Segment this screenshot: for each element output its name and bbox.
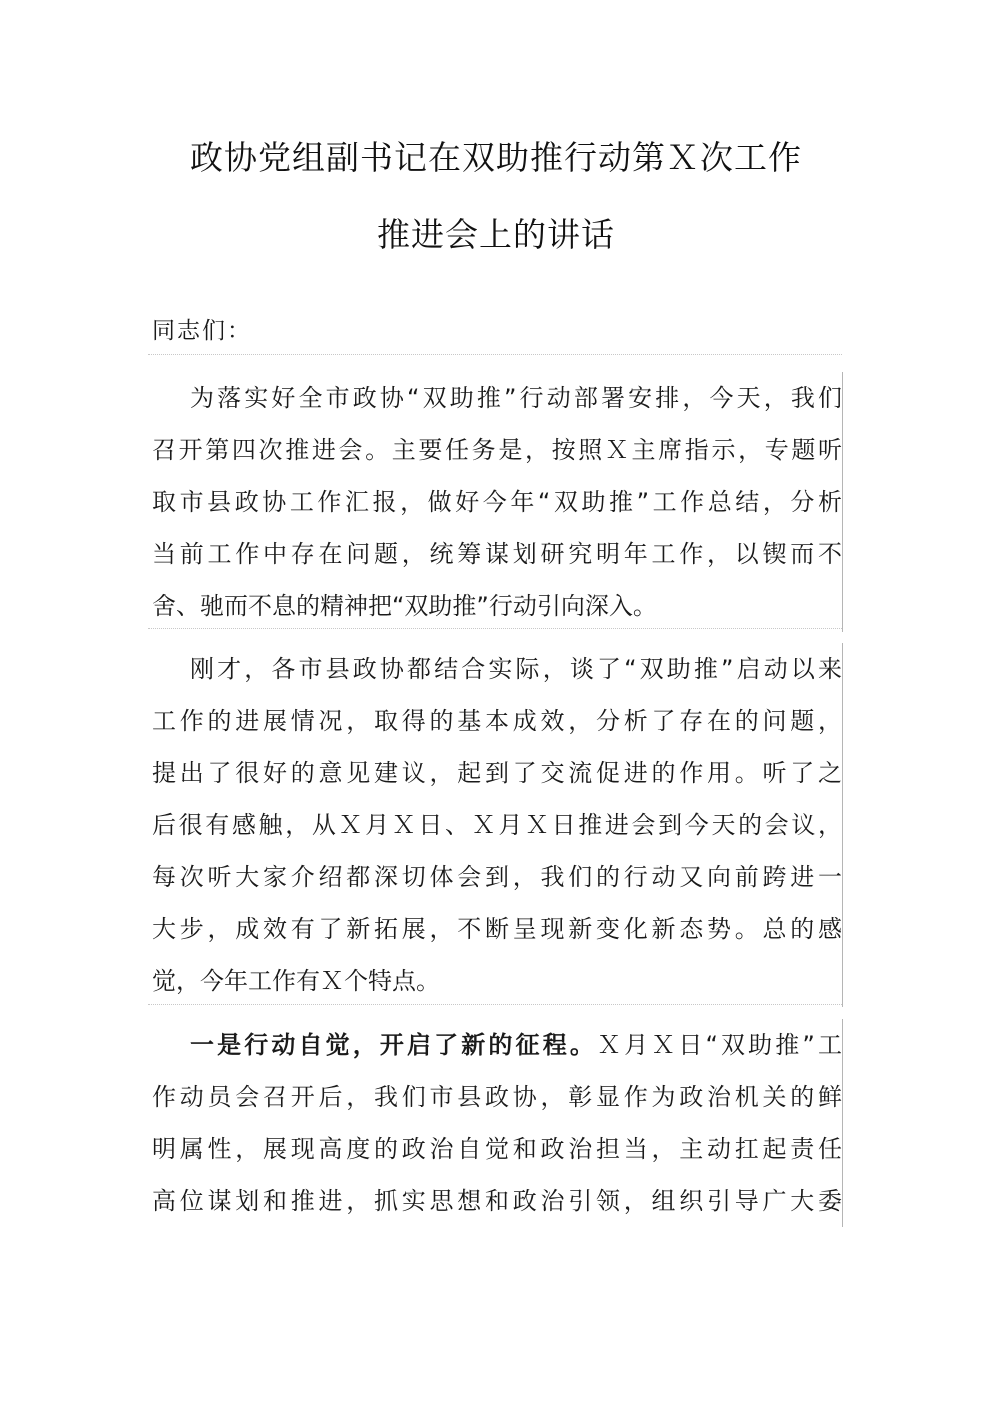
paragraph-line: 作动员会召开后，我们市县政协，彰显作为政治机关的鲜	[152, 1083, 842, 1111]
document-title-line-1: 政协党组副书记在双助推行动第Ｘ次工作	[190, 138, 802, 177]
paragraph-line: 舍、驰而不息的精神把“双助推”行动引向深入。	[152, 592, 657, 620]
paragraph-3	[152, 1019, 843, 1227]
paragraph-line: 大步，成效有了新拓展，不断呈现新变化新态势。总的感	[152, 915, 842, 943]
paragraph-2	[152, 643, 843, 1007]
paragraph-line: 后很有感触，从Ｘ月Ｘ日、Ｘ月Ｘ日推进会到今天的会议，	[152, 811, 842, 839]
paragraph-line: 每次听大家介绍都深切体会到，我们的行动又向前跨进一	[152, 863, 842, 891]
paragraph-line: 为落实好全市政协“双助推”行动部署安排，今天，我们	[190, 384, 842, 412]
salutation: 同志们：	[152, 318, 252, 344]
paragraph-line: 取市县政协工作汇报，做好今年“双助推”工作总结，分析	[152, 488, 842, 516]
section-lead-heading: 一是行动自觉，开启了新的征程。	[190, 1031, 597, 1059]
paragraph-line	[152, 1019, 842, 1071]
paragraph-line: 工作的进展情况，取得的基本成效，分析了存在的问题，	[152, 707, 842, 735]
dotted-divider	[148, 354, 842, 355]
paragraph-line: 当前工作中存在问题，统筹谋划研究明年工作，以锲而不	[152, 540, 842, 568]
document-title-line-2: 推进会上的讲话	[377, 215, 615, 254]
dotted-divider	[148, 628, 842, 629]
paragraph-line: 刚才，各市县政协都结合实际，谈了“双助推”启动以来	[190, 655, 842, 683]
paragraph-1	[152, 372, 843, 632]
paragraph-text: Ｘ月Ｘ日“双助推”工	[596, 1031, 842, 1059]
paragraph-line: 提出了很好的意见建议，起到了交流促进的作用。听了之	[152, 759, 842, 787]
paragraph-line: 觉，今年工作有Ｘ个特点。	[152, 967, 440, 995]
paragraph-line: 高位谋划和推进，抓实思想和政治引领，组织引导广大委	[152, 1187, 842, 1215]
dotted-divider	[148, 1004, 842, 1005]
paragraph-line: 明属性，展现高度的政治自觉和政治担当，主动扛起责任	[152, 1135, 842, 1163]
paragraph-line: 召开第四次推进会。主要任务是，按照Ｘ主席指示，专题听	[152, 436, 842, 464]
